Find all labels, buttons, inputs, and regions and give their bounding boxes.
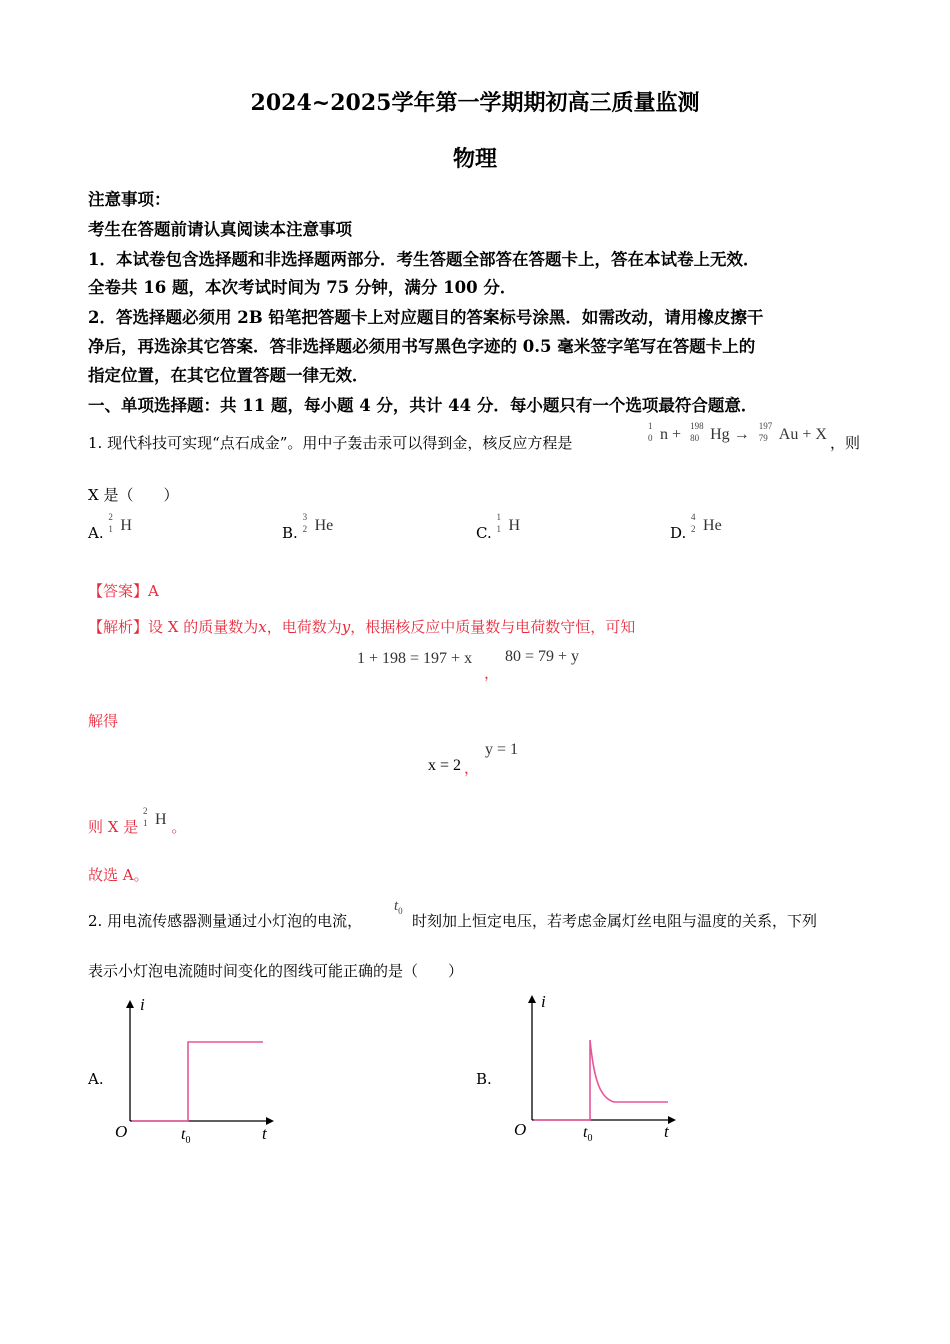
graph-a[interactable]	[108, 995, 278, 1145]
option-b[interactable]: B. 3 2 He	[282, 512, 334, 542]
current-curve	[534, 1040, 668, 1120]
y-axis-label: i	[541, 992, 546, 1011]
notice-line: 1．本试卷包含选择题和非选择题两部分．考生答题全部答在答题卡上，答在本试卷上无效．	[88, 250, 760, 269]
analysis-line: 【解析】设 X 的质量数为x，电荷数为y，根据核反应中质量数与电荷数守恒，可知	[88, 618, 636, 636]
t0-symbol: $t_0$	[394, 898, 403, 916]
t0-label: $t_0$	[181, 1126, 191, 1147]
nuclear-equation: 1 0 n + 198 80 Hg → 197 79 Au + X	[648, 421, 827, 443]
result-x: x = 2	[428, 757, 462, 774]
solve-label: 解得	[88, 712, 119, 730]
notice-line: 2．答选择题必须用 2B 铅笔把答题卡上对应题目的答案标号涂黑．如需改动，请用橡皮擦干	[88, 308, 764, 327]
conclusion-line: 则 X 是 2 1 H 。	[88, 806, 187, 836]
question-2-stem-cont: 时刻加上恒定电压，若考虑金属灯丝电阻与温度的关系，下列	[412, 912, 818, 930]
notice-line: 指定位置，在其它位置答题一律无效．	[88, 366, 369, 385]
t0-label: $t_0$	[583, 1124, 593, 1145]
x-axis-label: t	[664, 1122, 669, 1141]
notice-line: 净后，再选涂其它答案．答非选择题必须用书写黑色字迹的 0.5 毫米签字笔写在答题卡上的	[88, 337, 756, 356]
equation-mass: 1 + 198 = 197 + x	[357, 650, 473, 667]
exam-title: 2024~2025学年第一学期期初高三质量监测	[250, 90, 700, 116]
y-axis-label: i	[140, 995, 145, 1014]
question-1-stem-b: X 是（ ）	[88, 486, 179, 504]
option-a-label[interactable]: A.	[88, 1070, 104, 1088]
subject-title: 物理	[452, 146, 497, 172]
origin-label: O	[514, 1120, 527, 1139]
stem-tail: ，则	[830, 434, 861, 452]
option-c[interactable]: C. 1 1 H	[476, 512, 521, 542]
x-axis-label: t	[262, 1124, 267, 1143]
x-axis-arrow	[668, 1116, 676, 1124]
equation-separator: ，	[484, 664, 500, 682]
question-1-stem	[88, 432, 572, 453]
current-curve	[132, 1042, 263, 1121]
option-a[interactable]: A. 2 1 H	[88, 512, 132, 542]
y-axis-arrow	[126, 1000, 134, 1008]
stem-text: 1. 现代科技可实现“点石成金”。用中子轰击汞可以得到金，核反应方程是	[88, 434, 573, 452]
graph-b[interactable]	[510, 990, 680, 1140]
notice-line: 全卷共 16 题，本次考试时间为 75 分钟，满分 100 分．	[88, 278, 517, 297]
question-2-stem: 2. 用电流传感器测量通过小灯泡的电流，	[88, 912, 363, 930]
answer-label: 【答案】A	[88, 582, 159, 600]
origin-label: O	[115, 1122, 128, 1141]
option-d[interactable]: D. 4 2 He	[670, 512, 722, 542]
option-b-label[interactable]: B.	[476, 1070, 492, 1088]
notice-line: 考生在答题前请认真阅读本注意事项	[88, 220, 352, 239]
result-y: y = 1	[485, 741, 519, 758]
x-axis-arrow	[266, 1117, 274, 1125]
final-answer: 故选 A。	[88, 866, 149, 884]
y-axis-arrow	[528, 995, 536, 1003]
section-heading: 一、单项选择题：共 11 题，每小题 4 分，共计 44 分．每小题只有一个选项最符合题意．	[88, 396, 758, 415]
notice-heading: 注意事项：	[88, 190, 171, 209]
question-2-stem-b: 表示小灯泡电流随时间变化的图线可能正确的是（ ）	[88, 962, 464, 980]
result-separator: ，	[464, 759, 480, 777]
equation-charge: 80 = 79 + y	[505, 648, 580, 665]
